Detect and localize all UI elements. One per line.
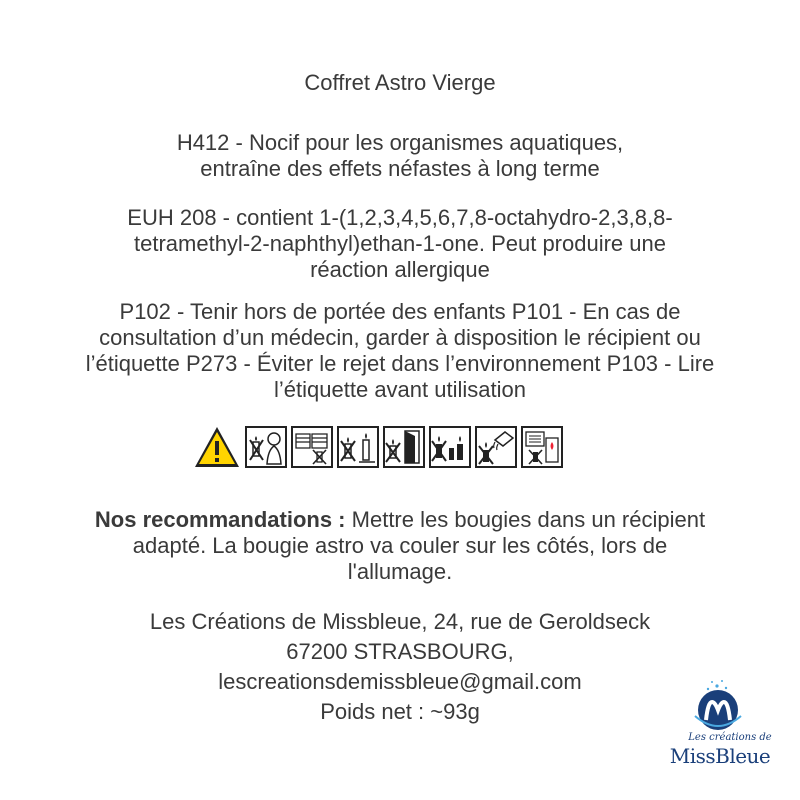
- text-line: tetramethyl-2-naphthyl)ethan-1-one. Peut produire une: [134, 231, 666, 256]
- postal-line: 67200 STRASBOURG,: [286, 639, 514, 664]
- text-line: l’étiquette P273 - Éviter le rejet dans l’environnement P103 - Lire: [85, 351, 715, 376]
- logo-brand-name: MissBleue: [669, 744, 771, 768]
- text-line: adapté. La bougie astro va couler sur les côtés, lors de: [132, 533, 668, 558]
- precaution-statements: [30, 299, 770, 403]
- keep-away-from-flammable-icon: [291, 426, 333, 468]
- text-line: entraîne des effets néfastes à long terme: [200, 156, 600, 181]
- do-not-extinguish-with-water-icon: [475, 426, 517, 468]
- text-line: l'allumage.: [347, 559, 453, 584]
- text-line: [30, 507, 770, 533]
- address-line: Les Créations de Missbleue, 24, rue de Geroldseck: [149, 609, 651, 634]
- euh208-statement: [30, 205, 770, 283]
- text-line: l’étiquette avant utilisation: [274, 377, 526, 402]
- safety-pictograms: [193, 423, 613, 471]
- net-weight: Poids net : ~93g: [320, 699, 480, 724]
- text-line: P102 - Tenir hors de portée des enfants P101 - En cas de: [119, 299, 681, 324]
- keep-away-from-drafts-icon: [383, 426, 425, 468]
- text-line: consultation d’un médecin, garder à disposition le récipient ou: [99, 325, 701, 350]
- warning-triangle-icon: [193, 425, 241, 469]
- h412-statement: [30, 130, 770, 182]
- keep-away-from-children-icon: [245, 426, 287, 468]
- recommendations-text: Mettre les bougies dans un récipient: [351, 507, 706, 532]
- text-line: réaction allergique: [310, 257, 490, 282]
- product-title: Coffret Astro Vierge: [304, 70, 496, 95]
- keep-distance-between-candles-icon: [429, 426, 471, 468]
- company-address: [30, 607, 770, 727]
- email: lescreationsdemissbleue@gmail.com: [218, 669, 582, 694]
- read-instructions-icon: [521, 426, 563, 468]
- text-line: H412 - Nocif pour les organismes aquatiques,: [176, 130, 624, 155]
- recommendations-label: Nos recommandations :: [94, 507, 346, 532]
- text-line: EUH 208 - contient 1-(1,2,3,4,5,6,7,8-octahydro-2,3,8,8-: [127, 205, 673, 230]
- brand-logo: [660, 676, 780, 776]
- logo-tagline: Les créations de: [688, 732, 772, 743]
- recommendations: [30, 507, 770, 585]
- never-leave-burning-icon: [337, 426, 379, 468]
